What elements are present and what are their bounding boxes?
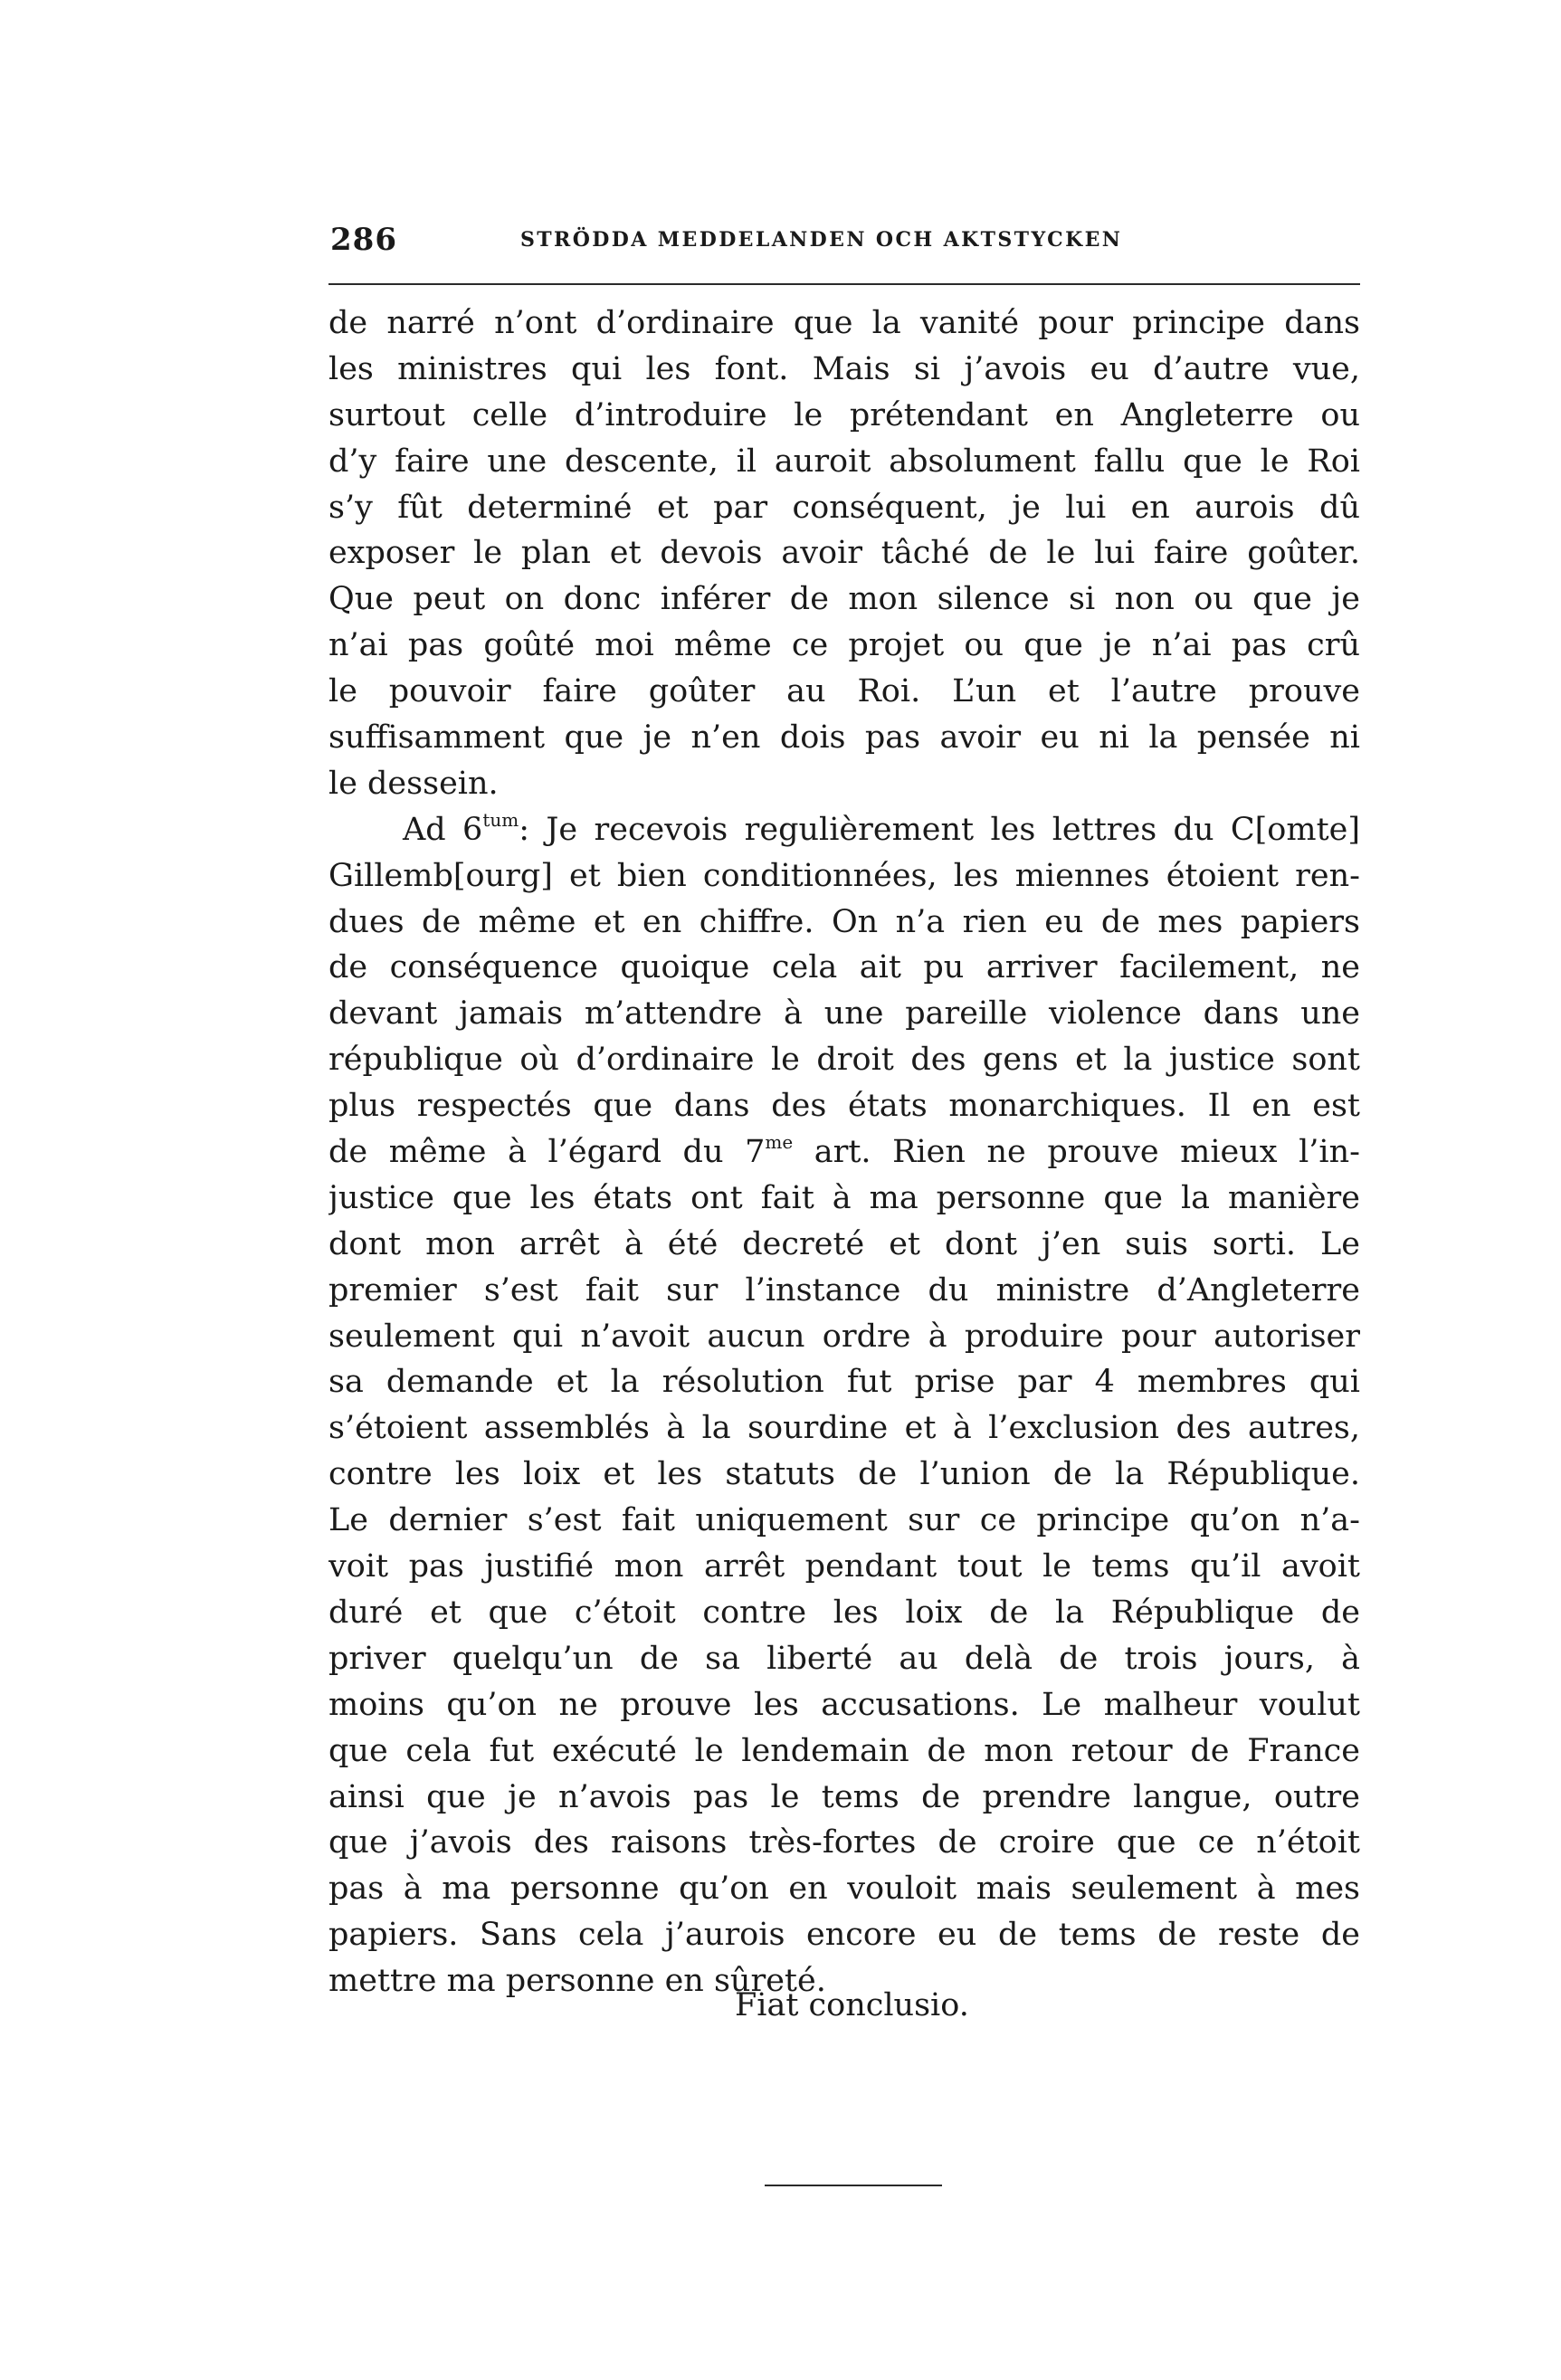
- text-line: priver quelqu’un de sa liberté au delà de trois jours, à: [328, 1640, 1360, 1677]
- text-line: exposer le plan et devois avoir tâché de le lui faire goûter.: [328, 535, 1360, 572]
- text-line: surtout celle d’introduire le prétendant en Angleterre ou: [328, 396, 1360, 433]
- text-line: république où d’ordinaire le droit des gens et la justice sont: [328, 1042, 1360, 1079]
- text-line: devant jamais m’attendre à une pareille violence dans une: [328, 995, 1360, 1033]
- header-rule: [328, 283, 1360, 285]
- text-line: moins qu’on ne prouve les accusations. Le malheur voulut: [328, 1686, 1360, 1723]
- line-7me-before: de même à l’égard du 7: [328, 1134, 766, 1171]
- text-line: d’y faire une descente, il auroit absolument fallu que le Roi: [328, 443, 1360, 480]
- text-line: que j’avois des raisons très-fortes de croire que ce n’étoit: [328, 1824, 1360, 1861]
- text-line: Que peut on donc inférer de mon silence si non ou que je: [328, 581, 1360, 618]
- text-line: de narré n’ont d’ordinaire que la vanité pour principe dans: [328, 305, 1360, 341]
- text-line: plus respectés que dans des états monarchiques. Il en est: [328, 1088, 1360, 1125]
- text-line: pas à ma personne qu’on en vouloit mais seulement à mes: [328, 1871, 1360, 1908]
- text-line: n’ai pas goûté moi même ce projet ou que je n’ai pas crû: [328, 627, 1360, 664]
- running-head: STRÖDDA MEDDELANDEN OCH AKTSTYCKEN: [520, 228, 1123, 252]
- text-line: s’étoient assemblés à la sourdine et à l’exclusion des autres,: [328, 1410, 1360, 1447]
- text-line: justice que les états ont fait à ma personne que la manière: [328, 1179, 1360, 1216]
- page-header: [330, 222, 1362, 276]
- text-line: duré et que c’étoit contre les loix de la République de: [328, 1594, 1360, 1631]
- text-line: contre les loix et les statuts de l’union de la République.: [328, 1456, 1360, 1493]
- text-line: dues de même et en chiffre. On n’a rien eu de mes papiers: [328, 903, 1360, 940]
- page-number: 286: [330, 222, 397, 258]
- text-line: Le dernier s’est fait uniquement sur ce principe qu’on n’a-: [328, 1502, 1360, 1539]
- closing-line: Fiat conclusio.: [735, 1987, 969, 2023]
- text-line: les ministres qui les font. Mais si j’avois eu d’autre vue,: [328, 350, 1360, 387]
- text-line: ainsi que je n’avois pas le tems de prendre langue, outre: [328, 1778, 1360, 1815]
- text-line: s’y fût determiné et par conséquent, je lui en aurois dû: [328, 489, 1360, 526]
- text-line-7me: [328, 1129, 1360, 1176]
- text-line: le pouvoir faire goûter au Roi. L’un et l’autre prouve: [328, 673, 1360, 710]
- text-line: de conséquence quoique cela ait pu arriver facilement, ne: [328, 949, 1360, 986]
- body-text: [328, 300, 1360, 2004]
- end-rule: [765, 2185, 942, 2186]
- text-line: voit pas justifié mon arrêt pendant tout le tems qu’il avoit: [328, 1548, 1360, 1585]
- text-line: papiers. Sans cela j’aurois encore eu de tems de reste de: [328, 1917, 1360, 1954]
- lead-superscript: tum: [482, 808, 519, 831]
- lead-ad: Ad 6: [403, 811, 483, 848]
- text-line: premier s’est fait sur l’instance du ministre d’Angleterre: [328, 1271, 1360, 1309]
- text-line: Gillemb[ourg] et bien conditionnées, les miennes étoient ren-: [328, 857, 1360, 894]
- line-7me-superscript: me: [765, 1131, 794, 1154]
- text-line: mettre ma personne en sûreté.: [328, 1963, 826, 2000]
- text-line: que cela fut exécuté le lendemain de mon retour de France: [328, 1732, 1360, 1769]
- paragraph-lead-line: [328, 807, 1360, 853]
- text-line: sa demande et la résolution fut prise par 4 membres qui: [328, 1364, 1360, 1401]
- line-7me-after: art. Rien ne prouve mieux l’in-: [793, 1134, 1360, 1171]
- text-line: suffisamment que je n’en dois pas avoir eu ni la pensée ni: [328, 719, 1360, 757]
- text-line: seulement qui n’avoit aucun ordre à produire pour autoriser: [328, 1318, 1360, 1355]
- lead-rest: : Je recevois regulièrement les lettres du C[omte]: [519, 811, 1360, 848]
- text-line: le dessein.: [328, 765, 499, 802]
- text-line: dont mon arrêt à été decreté et dont j’en suis sorti. Le: [328, 1225, 1360, 1262]
